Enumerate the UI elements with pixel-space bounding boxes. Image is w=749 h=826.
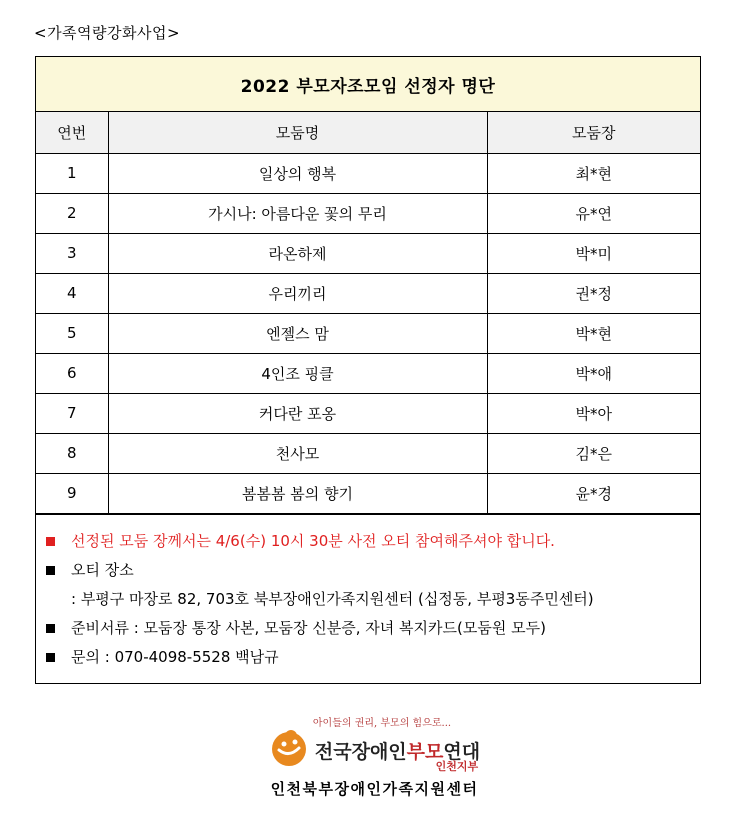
row-leader: 박*애	[487, 353, 700, 393]
contact-line	[46, 643, 700, 672]
logo-branch: 인천지부	[435, 760, 479, 773]
row-no: 3	[36, 233, 108, 273]
table-header-row	[36, 112, 700, 153]
roster-title: 2022 부모자조모임 선정자 명단	[36, 57, 700, 112]
row-group-name: 우리끼리	[108, 273, 487, 313]
row-group-name: 엔젤스 맘	[108, 313, 487, 353]
logo-wordmark-highlight: 부모	[406, 740, 444, 763]
notice-line	[46, 527, 700, 556]
venue-detail-line	[46, 585, 700, 614]
table-row	[36, 353, 700, 393]
venue-line	[46, 556, 700, 585]
table-row	[36, 193, 700, 233]
table-row	[36, 153, 700, 193]
square-bullet-icon	[46, 624, 55, 633]
row-group-name: 천사모	[108, 433, 487, 473]
documents-text: 준비서류 : 모둠장 통장 사본, 모둠장 신분증, 자녀 복지카드(모둠원 모두)	[71, 618, 546, 637]
logo-slogan: 아이들의 권리, 부모의 힘으로...	[312, 718, 452, 729]
row-leader: 김*은	[487, 433, 700, 473]
section-label: <가족역량강화사업>	[34, 24, 181, 42]
organization-logo	[269, 718, 480, 774]
row-no: 1	[36, 153, 108, 193]
roster-table	[36, 112, 700, 514]
row-leader: 박*미	[487, 233, 700, 273]
logo-wordmark-part: 전국장애인	[314, 740, 407, 763]
venue-detail: : 부평구 마장로 82, 703호 북부장애인가족지원센터 (십정동, 부평3동주민센터)	[71, 589, 594, 608]
contact-text: 문의 : 070-4098-5528 백남규	[71, 647, 279, 666]
row-leader: 권*정	[487, 273, 700, 313]
row-no: 9	[36, 473, 108, 513]
row-no: 7	[36, 393, 108, 433]
row-leader: 박*현	[487, 313, 700, 353]
row-leader: 박*아	[487, 393, 700, 433]
row-no: 5	[36, 313, 108, 353]
row-leader: 최*현	[487, 153, 700, 193]
row-group-name: 라온하제	[108, 233, 487, 273]
row-leader: 유*연	[487, 193, 700, 233]
notice-text: 선정된 모둠 장께서는 4/6(수) 10시 30분 사전 오티 참여해주셔야 합니다.	[71, 531, 555, 550]
venue-label: 오티 장소	[71, 560, 134, 579]
row-group-name: 커다란 포옹	[108, 393, 487, 433]
center-name: 인천북부장애인가족지원센터	[270, 780, 479, 798]
row-no: 4	[36, 273, 108, 313]
table-row	[36, 233, 700, 273]
documents-line	[46, 614, 700, 643]
logo-emblem-icon	[269, 724, 309, 768]
notes-section	[36, 514, 700, 672]
row-no: 2	[36, 193, 108, 233]
square-bullet-icon	[46, 566, 55, 575]
table-row	[36, 393, 700, 433]
table-row	[36, 313, 700, 353]
logo-wordmark-part: 연대	[443, 740, 481, 763]
footer	[0, 718, 749, 799]
row-no: 6	[36, 353, 108, 393]
header-group-name: 모둠명	[108, 112, 487, 153]
square-bullet-icon	[46, 537, 55, 546]
roster-frame	[35, 56, 701, 684]
header-no: 연번	[36, 112, 108, 153]
header-leader: 모둠장	[487, 112, 700, 153]
table-row	[36, 273, 700, 313]
row-group-name: 봄봄봄 봄의 향기	[108, 473, 487, 513]
row-group-name: 4인조 핑클	[108, 353, 487, 393]
square-bullet-icon	[46, 653, 55, 662]
row-leader: 윤*경	[487, 473, 700, 513]
row-group-name: 가시나: 아름다운 꽃의 무리	[108, 193, 487, 233]
table-row	[36, 433, 700, 473]
row-group-name: 일상의 행복	[108, 153, 487, 193]
table-row	[36, 473, 700, 513]
row-no: 8	[36, 433, 108, 473]
